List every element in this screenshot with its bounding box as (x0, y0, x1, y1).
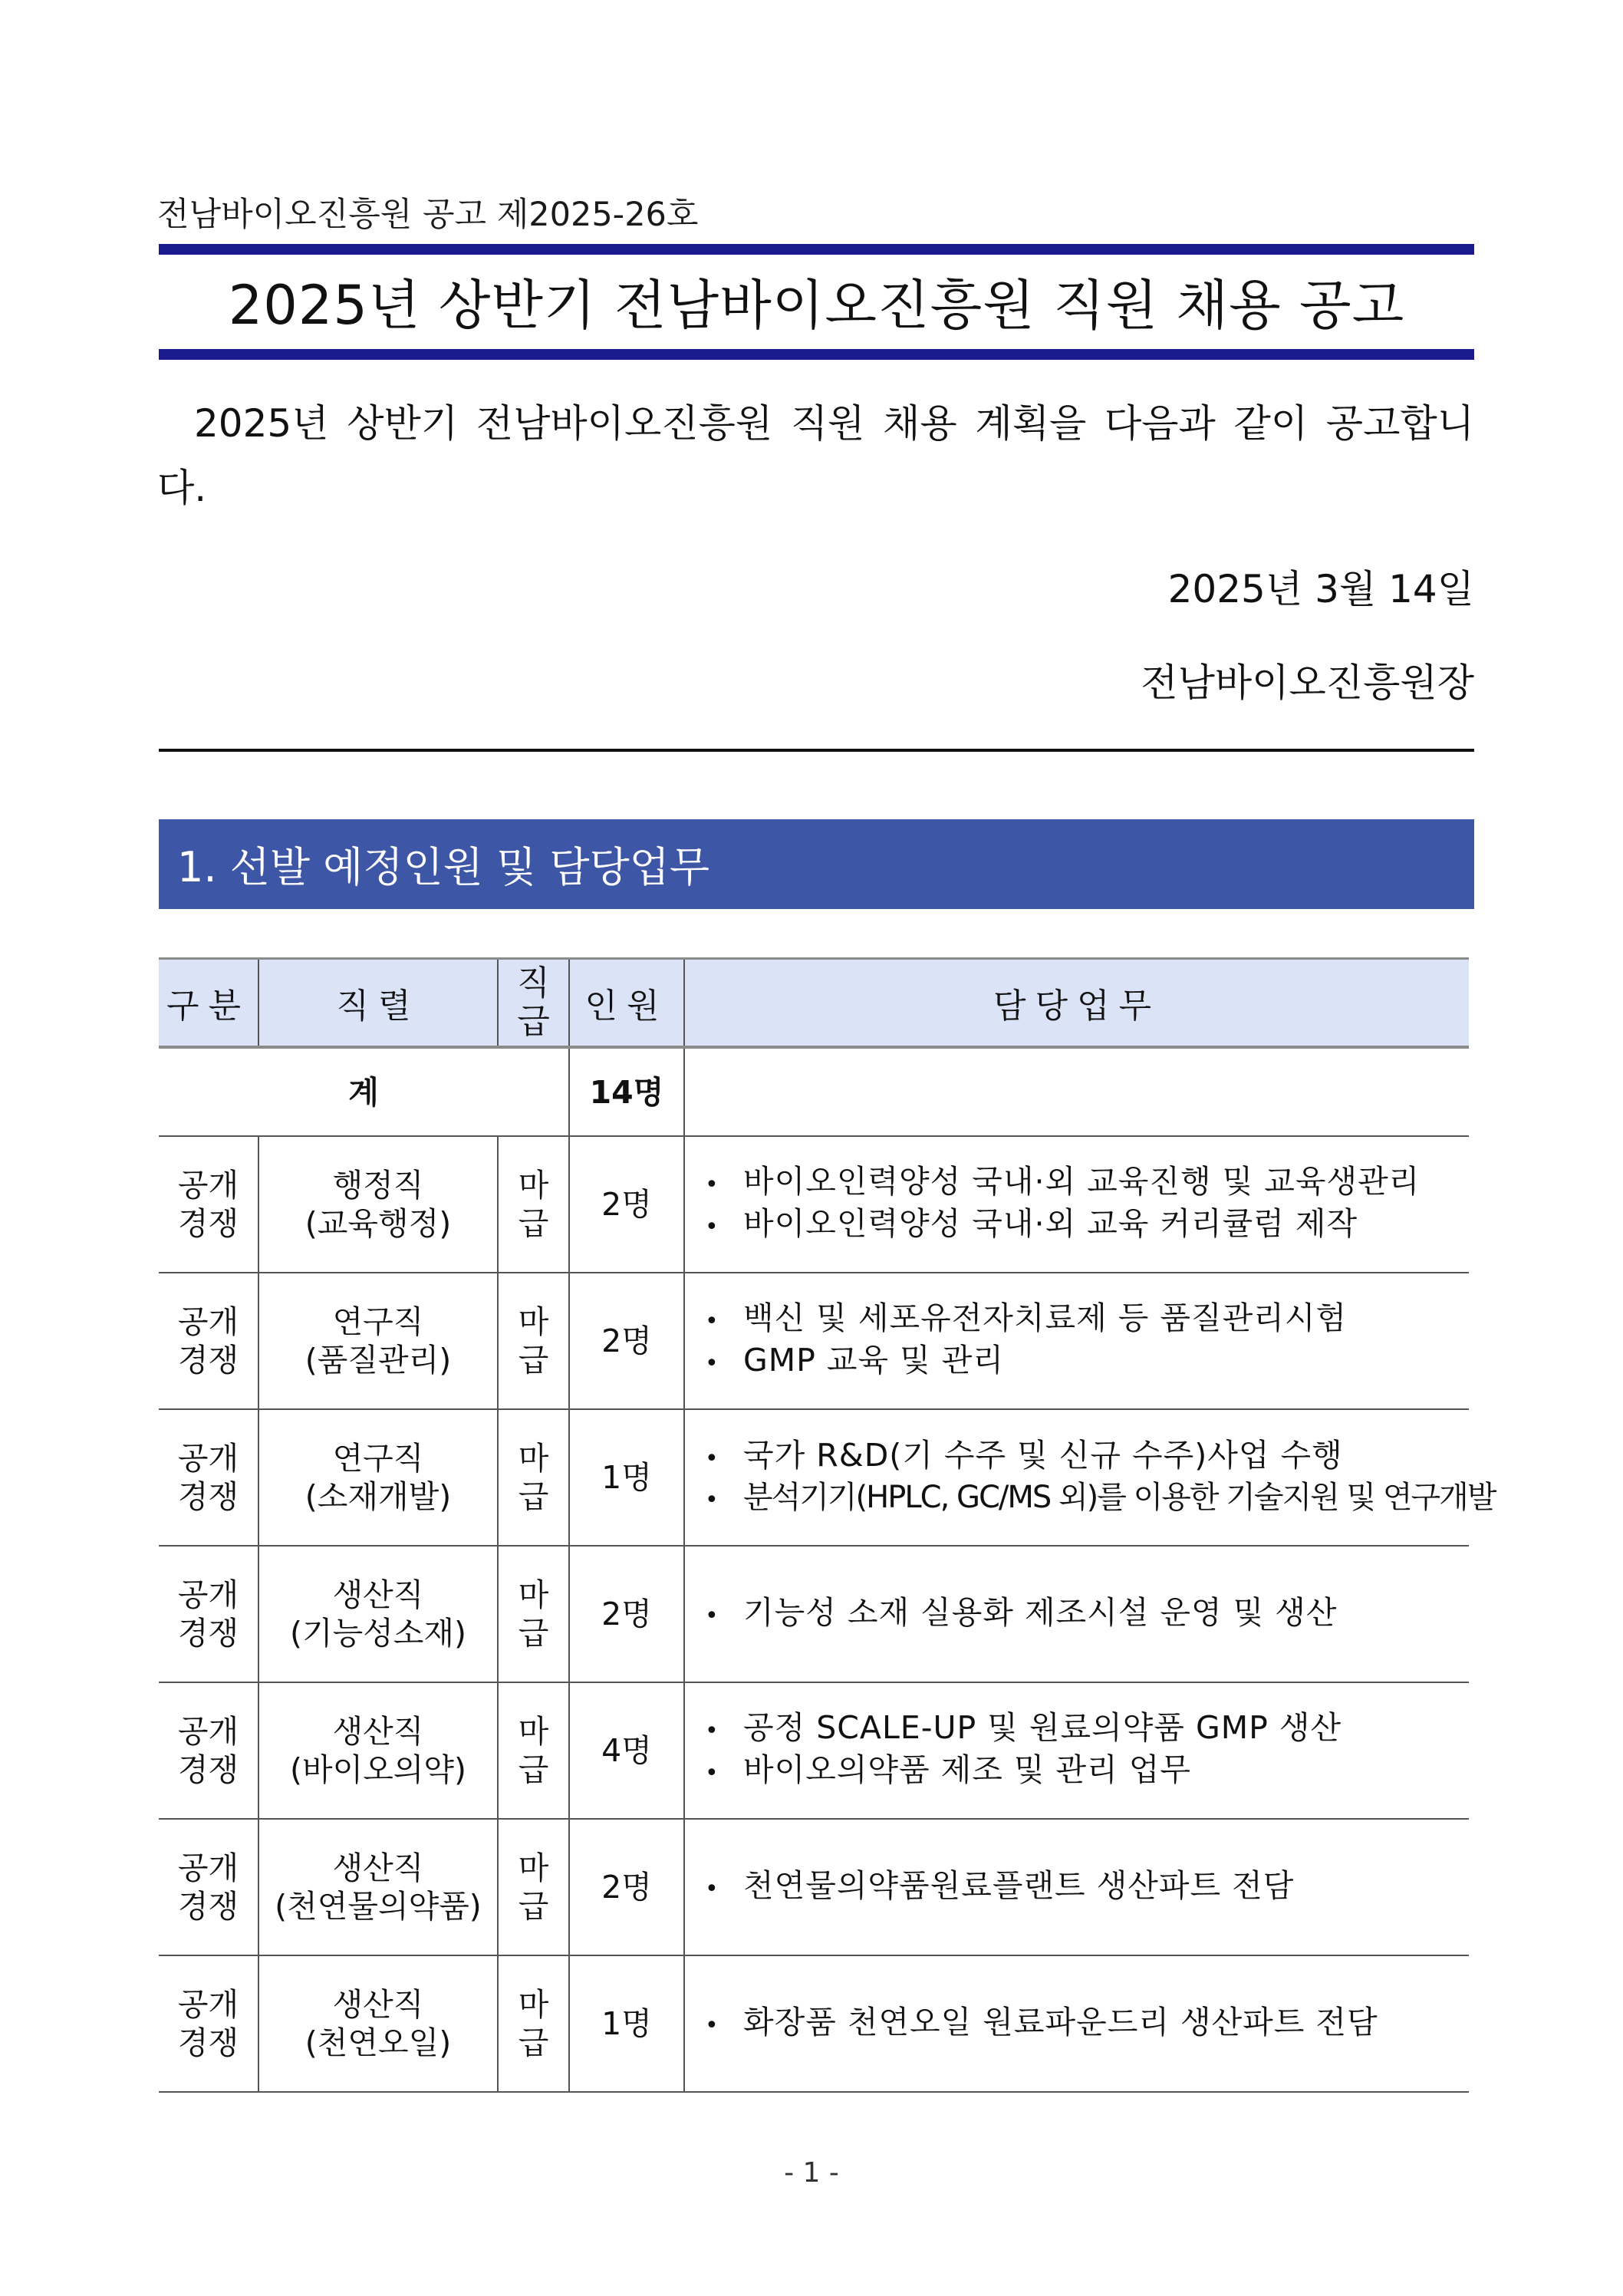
row-job (258, 1409, 498, 1546)
row-job (258, 1273, 498, 1409)
title-top-bar (159, 244, 1474, 255)
row-category: 공개경쟁 (159, 1273, 258, 1409)
duty-item (705, 1866, 1469, 1909)
row-grade: 마급 (498, 1136, 569, 1273)
bullet-icon: • (705, 1350, 719, 1377)
total-label: 계 (159, 1047, 569, 1136)
row-duties (684, 1136, 1469, 1273)
row-headcount: 2명 (569, 1546, 684, 1682)
row-job (258, 1682, 498, 1819)
divider-line (159, 749, 1474, 752)
duty-text: 공정 SCALE-UP 및 원료의약품 GMP 생산 (743, 1709, 1342, 1746)
row-grade: 마급 (498, 1546, 569, 1682)
announcement-date: 2025년 3월 14일 (1167, 567, 1474, 611)
section-1-title: 1. 선발 예정인원 및 담당업무 (177, 843, 709, 891)
duty-item (705, 1751, 1469, 1793)
row-headcount: 1명 (569, 1409, 684, 1546)
row-headcount: 1명 (569, 1955, 684, 2092)
row-job (258, 1136, 498, 1273)
row-job-title: 생산직 (332, 1986, 424, 2023)
row-job (258, 1819, 498, 1955)
header-grade: 직급 (498, 959, 569, 1048)
header-duties: 담당업무 (684, 959, 1469, 1048)
table-row (159, 1546, 1469, 1682)
intro-text: 2025년 상반기 전남바이오진흥원 직원 채용 계획을 다음과 같이 공고합니다. (157, 401, 1474, 510)
row-category: 공개경쟁 (159, 1409, 258, 1546)
bullet-icon: • (705, 1602, 719, 1629)
row-category: 공개경쟁 (159, 1546, 258, 1682)
row-category: 공개경쟁 (159, 1819, 258, 1955)
duty-item (705, 1204, 1469, 1247)
row-grade: 마급 (498, 1819, 569, 1955)
bullet-icon: • (705, 1171, 719, 1198)
total-row (159, 1047, 1469, 1136)
duty-item (705, 1593, 1469, 1636)
row-job-subtitle: (바이오의약) (289, 1751, 467, 1788)
total-duties-empty (684, 1047, 1469, 1136)
header-category: 구분 (159, 959, 258, 1048)
table-header-row (159, 959, 1469, 1048)
row-job-title: 행정직 (332, 1167, 424, 1204)
bullet-icon: • (705, 1214, 719, 1240)
table-row (159, 1409, 1469, 1546)
bullet-icon: • (705, 2011, 719, 2039)
duty-item (705, 1708, 1469, 1751)
section-1-header (159, 819, 1474, 909)
header-headcount: 인원 (569, 959, 684, 1048)
row-duties (684, 1546, 1469, 1682)
row-job (258, 1955, 498, 2092)
notice-number: 전남바이오진흥원 공고 제2025-26호 (157, 196, 699, 234)
duty-text: 기능성 소재 실용화 제조시설 운영 및 생산 (743, 1593, 1338, 1631)
table-row (159, 1682, 1469, 1819)
table-row (159, 1273, 1469, 1409)
duty-text: 분석기기(HPLC, GC/MS 외)를 이용한 기술지원 및 연구개발 (743, 1479, 1496, 1515)
row-grade: 마급 (498, 1682, 569, 1819)
duty-item (705, 1299, 1469, 1341)
row-duties (684, 1955, 1469, 2092)
row-headcount: 2명 (569, 1819, 684, 1955)
duty-item (705, 1162, 1469, 1204)
duty-text: 백신 및 세포유전자치료제 등 품질관리시험 (743, 1300, 1348, 1336)
bullet-icon: • (705, 1875, 719, 1902)
recruitment-table (159, 957, 1496, 2093)
duty-item (705, 1341, 1469, 1383)
title-bottom-bar (159, 349, 1474, 360)
duty-text: 바이오의약품 제조 및 관리 업무 (743, 1751, 1192, 1788)
row-job-title: 생산직 (332, 1713, 424, 1750)
duty-item (705, 2003, 1469, 2045)
duty-text: GMP 교육 및 관리 (743, 1342, 1004, 1379)
row-category: 공개경쟁 (159, 1682, 258, 1819)
row-job-title: 생산직 (332, 1850, 424, 1886)
duty-text: 바이오인력양성 국내·외 교육 커리큘럼 제작 (743, 1205, 1358, 1242)
bullet-icon: • (705, 1718, 719, 1744)
row-duties (684, 1819, 1469, 1955)
header-job: 직렬 (258, 959, 498, 1048)
row-category: 공개경쟁 (159, 1136, 258, 1273)
duty-text: 국가 R&D(기 수주 및 신규 수주)사업 수행 (743, 1436, 1343, 1474)
row-job-title: 연구직 (332, 1303, 424, 1340)
row-duties (684, 1409, 1496, 1546)
row-job-subtitle: (교육행정) (305, 1205, 452, 1242)
duty-text: 바이오인력양성 국내·외 교육진행 및 교육생관리 (743, 1163, 1421, 1200)
row-job-subtitle: (천연오일) (305, 2024, 452, 2061)
duty-text: 천연물의약품원료플랜트 생산파트 전담 (743, 1866, 1295, 1904)
row-job (258, 1546, 498, 1682)
row-job-subtitle: (천연물의약품) (275, 1888, 482, 1925)
duty-item (705, 1478, 1496, 1520)
row-job-title: 연구직 (332, 1440, 424, 1477)
row-category: 공개경쟁 (159, 1955, 258, 2092)
intro-paragraph (157, 391, 1474, 520)
table-row (159, 1136, 1469, 1273)
row-grade: 마급 (498, 1409, 569, 1546)
row-job-subtitle: (소재개발) (305, 1478, 452, 1515)
row-duties (684, 1273, 1469, 1409)
bullet-icon: • (705, 1444, 719, 1472)
table-row (159, 1955, 1469, 2092)
duty-text: 화장품 천연오일 원료파운드리 생산파트 전담 (743, 2003, 1378, 2041)
table-row (159, 1819, 1469, 1955)
total-headcount: 14명 (569, 1047, 684, 1136)
row-headcount: 2명 (569, 1273, 684, 1409)
bullet-icon: • (705, 1760, 719, 1787)
row-headcount: 2명 (569, 1136, 684, 1273)
row-job-subtitle: (기능성소재) (289, 1615, 467, 1652)
page-title: 2025년 상반기 전남바이오진흥원 직원 채용 공고 (228, 274, 1405, 337)
row-grade: 마급 (498, 1955, 569, 2092)
row-grade: 마급 (498, 1273, 569, 1409)
bullet-icon: • (705, 1486, 719, 1514)
row-job-subtitle: (품질관리) (305, 1342, 452, 1379)
row-duties (684, 1682, 1469, 1819)
row-job-title: 생산직 (332, 1576, 424, 1613)
duty-item (705, 1436, 1469, 1478)
row-headcount: 4명 (569, 1682, 684, 1819)
bullet-icon: • (705, 1308, 719, 1335)
page-number: - 1 - (784, 2157, 839, 2189)
signer: 전남바이오진흥원장 (1141, 660, 1474, 705)
